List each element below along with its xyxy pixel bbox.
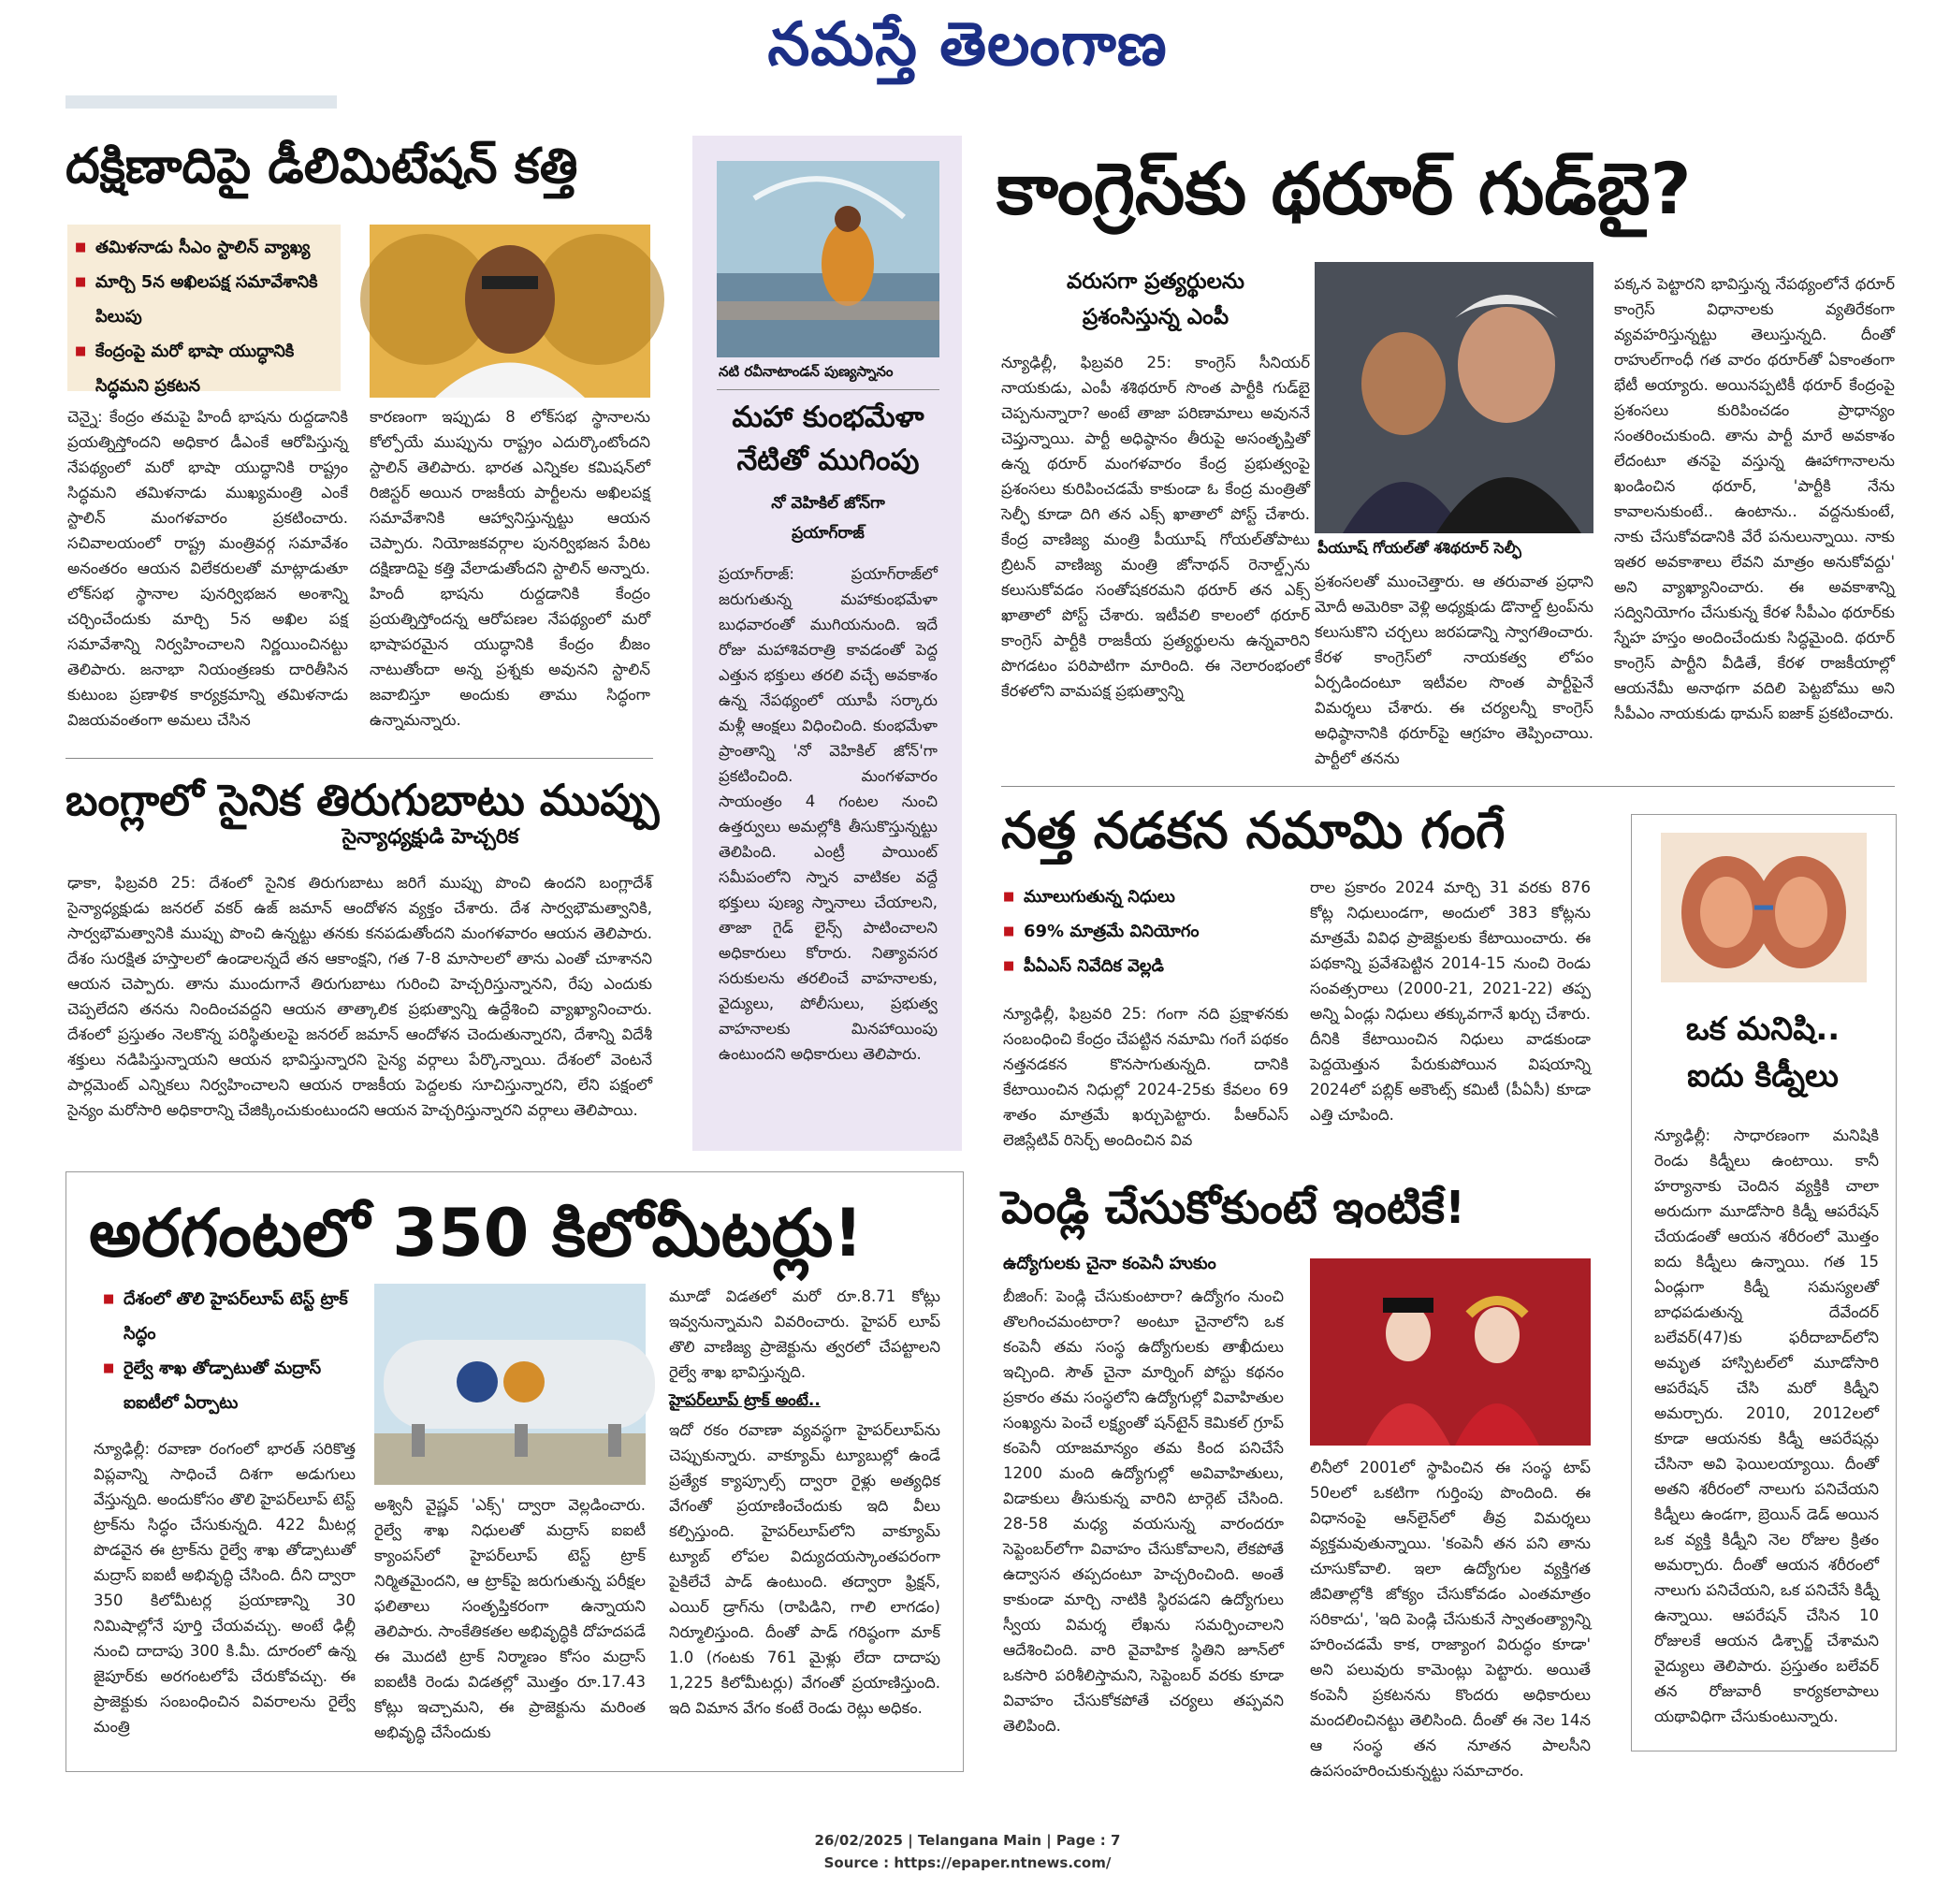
article1-bullet-2: ■ మార్చి 5న అఖిలపక్ష సమావేశానికి పిలుపు [75,265,333,334]
article8-subhead: ఉద్యోగులకు చైనా కంపెనీ హుకుం [1003,1254,1216,1273]
article6-headline-line1: ఒక మనిషి.. [1685,1010,1840,1048]
tharoor-selfie-photo [1315,262,1593,533]
footer-date-line: 26/02/2025 | Telangana Main | Page : 7 [814,1832,1121,1849]
article1-col2: కారణంగా ఇప్పుడు 8 లోక్‌సభ స్థానాలను కోల్పోయే ముప్పును రాష్ట్రం ఎదుర్కొంటోందని స్టాలిన్ తెలిపారు. భారత ఎన్నికల కమిషన్‌లో రిజిస్టర్ అయిన రాజకీయ పార్టీలను అఖిలపక్ష సమావేశానికి ఆహ్వానిస్తున్నట్టు ఆయన చెప్పారు. నియోజకవర్గాల పునర్విభజన పేరిట దక్షిణాదిపై కత్తి వేలాడుతోందని స్టాలిన్ అన్నారు. హిందీ భాషను రుద్దడానికి కేంద్రం ప్రయత్నిస్తోందన్న ఆరోపణల నేపథ్యంలో మరో భాషాపరమైన యుద్ధానికి కేంద్రం బీజం నాటుతోందా అన్న ప్రశ్నకు అవునని స్టాలిన్ జవాబిస్తూ అందుకు తాము సిద్ధంగా ఉన్నామన్నారు. [370,408,650,729]
divider [65,758,653,759]
article3-subhead-line2: ప్రయాగ్‌రాజ్ [792,524,865,543]
article2-subhead: సైన్యాధ్యక్షుడి హెచ్చరిక [342,825,519,849]
kidney-photo [1661,833,1867,982]
article2-headline: బంగ్లాలో సైనిక తిరుగుబాటు ముప్పు [65,775,660,825]
article1-bullet-3: ■ కేంద్రంపై మరో భాషా యుద్ధానికి సిద్ధమని ప్రకటన [75,334,333,403]
stalin-photo [370,225,650,398]
article5-bullet-2: ■ 69% మాత్రమే వినియోగం [1003,914,1312,949]
article4-subhead-line1: వరుసగా ప్రత్యర్థులను [1067,269,1244,294]
article6-body: న్యూఢిల్లీ: సాధారణంగా మనిషికి రెండు కిడ్నీలు ఉంటాయి. కానీ హర్యానాకు చెందిన వ్యక్తికి చాలా అరుదుగా మూడోసారి కిడ్నీ ఆపరేషన్ చేయడంతో ఆయన శరీరంలో మొత్తం ఐదు కిడ్నీలు ఉన్నాయి. గత 15 ఏండ్లుగా కిడ్నీ సమస్యలతో బాధపడుతున్న దేవేందర్ బలేవర్(47)కు ఫరీదాబాద్‌లోని అమృత హాస్పిటల్‌లో మూడోసారి ఆపరేషన్ చేసి మరో కిడ్నీని అమర్చారు. 2010, 2012లలో కూడా ఆయనకు కిడ్నీ ఆపరేషన్లు చేసినా అవి ఫెయిలయ్యాయి. దీంతో అతని శరీరంలో నాలుగు పనిచేయని కిడ్నీలు ఉండగా, బ్రెయిన్ డెడ్ అయిన ఒక వ్యక్తి కిడ్నీని నెల రోజుల క్రితం అమర్చారు. దీంతో ఆయన శరీరంలో నాలుగు పనిచేయని, ఒక పనిచేసే కిడ్నీ ఉన్నాయి. ఆపరేషన్ చేసిన 10 రోజులకే ఆయన డిశ్చార్జ్ చేశామని వైద్యులు తెలిపారు. ప్రస్తుతం బలేవర్ తన రోజువారీ కార్యకలాపాలు యథావిధిగా చేసుకుంటున్నారు. [1654,1126,1879,1725]
divider [1001,786,1895,787]
article7-bullet-1: ■ దేశంలో తొలి హైపర్‌లూప్ టెస్ట్ ట్రాక్ సిద్ధం [103,1282,365,1351]
article5-col2: రాల ప్రకారం 2024 మార్చి 31 వరకు 876 కోట్ల నిధులుండగా, అందులో 383 కోట్లను మాత్రమే వివిధ ప్రాజెక్టులకు కేటాయించారు. ఈ పథకాన్ని ప్రవేశపెట్టిన 2014-15 నుంచి రెండు సంవత్సరాలు (2000-21, 2021-22) తప్ప అన్ని ఏండ్లు నిధులు తక్కువగానే ఖర్చు చేశారు. దీనికి కేటాయించిన నిధులు వాడకుండా పెద్దయెత్తున పేరుకుపోయిన విషయాన్ని 2024లో పబ్లిక్ అకౌంట్స్ కమిటీ (పీఏసీ) కూడా ఎత్తి చూపింది. [1310,879,1591,1124]
article1-bullet-1: ■ తమిళనాడు సీఎం స్టాలిన్ వ్యాఖ్య [75,230,333,265]
article8-col2: లినీలో 2001లో స్థాపించిన ఈ సంస్థ టాప్ 50లలో ఒకటిగా గుర్తింపు పొందింది. ఈ విధానంపై ఆన్‌లైన్‌లో తీవ్ర విమర్శలు వ్యక్తమవుతున్నాయి. 'కంపెనీ తన పని తాను చూసుకోవాలి. ఇలా ఉద్యోగుల వ్యక్తిగత జీవితాల్లోకి జోక్యం చేసుకోవడం ఎంతమాత్రం సరికాదు', 'ఇది పెండ్లి చేసుకునే స్వాతంత్య్రాన్ని హరించడమే కాక, రాజ్యాంగ విరుద్ధం కూడా' అని పలువురు కామెంట్లు పెట్టారు. అయితే కంపెనీ ప్రకటనను కొందరు అధికారులు మందలించినట్టు తెలిసింది. దీంతో ఈ నెల 14న ఆ సంస్థ తన నూతన పాలసీని ఉపసంహరించుకున్నట్టు సమాచారం. [1310,1459,1591,1780]
article4-col1: న్యూఢిల్లీ, ఫిబ్రవరి 25: కాంగ్రెస్ సీనియర్ నాయకుడు, ఎంపీ శశిథరూర్ సొంత పార్టీకి గుడ్‌బై చెప్పనున్నారా? అంటే తాజా పరిణామాలు అవుననే చెప్తున్నాయి. పార్టీ అధిష్ఠానం తీరుపై అసంతృప్తితో ఉన్న థరూర్ మంగళవారం కేంద్ర ప్రభుత్వంపై ప్రశంసలు కురిపించడమే కాకుండా ఓ కేంద్ర మంత్రితో సెల్ఫీ కూడా దిగి తన ఎక్స్ ఖాతాలో పోస్ట్ చేశారు. కేంద్ర వాణిజ్య మంత్రి పీయూష్ గోయల్‌తోపాటు బ్రిటన్ వాణిజ్య మంత్రి జోనాథన్ రెనాల్డ్స్‌ను కలుసుకోవడం సంతోషకరమని థరూర్ తన ఎక్స్ ఖాతాలో పోస్ట్ చేశారు. ఇటీవలి కాలంలో థరూర్ కాంగ్రెస్ పార్టీకి రాజకీయ ప్రత్యర్థులను ఉన్నవారిని పొగడటం పరిపాటిగా మారింది. ఈ నెలారంభంలో కేరళలోని వామపక్ష ప్రభుత్వాన్ని [1001,354,1310,700]
article7-col1: న్యూఢిల్లీ: రవాణా రంగంలో భారత్ సరికొత్త విప్లవాన్ని సాధించే దిశగా అడుగులు వేస్తున్నది. అందుకోసం తొలి హైపర్‌లూప్ టెస్ట్ ట్రాక్‌ను సిద్ధం చేసుకున్నది. 422 మీటర్ల పొడవైన ఈ ట్రాక్‌ను రైల్వే శాఖ తోడ్పాటుతో మద్రాస్ ఐఐటీ అభివృద్ధి చేసింది. దీని ద్వారా 350 కిలోమీటర్ల ప్రయాణాన్ని 30 నిమిషాల్లోనే పూర్తి చేయవచ్చు. అంటే ఢిల్లీ నుంచి దాదాపు 300 కి.మీ. దూరంలో ఉన్న జైపూర్‌కు అరగంటలోపే చేరుకోవచ్చు. ఈ ప్రాజెక్టుకు సంబంధించిన వివరాలను రైల్వే మంత్రి [94,1440,356,1736]
article7-bullets [103,1282,365,1420]
hyperloop-photo [374,1284,646,1485]
article4-subhead-line2: ప్రశంసిస్తున్న ఎంపీ [1082,305,1229,329]
article8-col1: బీజింగ్: పెండ్లి చేసుకుంటారా? ఉద్యోగం నుంచి తొలగించమంటారా? అంటూ చైనాలోని ఒక కంపెనీ తమ సంస్థ ఉద్యోగులకు తాఖీదులు ఇచ్చింది. సౌత్ చైనా మార్నింగ్ పోస్టు కథనం ప్రకారం తమ సంస్థలోని ఉద్యోగుల్లో వివాహితుల సంఖ్యను పెంచే లక్ష్యంతో షన్‌టైన్ కెమికల్ గ్రూప్ కంపెనీ యాజమాన్యం తమ కింద పనిచేసే 1200 మంది ఉద్యోగుల్లో అవివాహితులు, విడాకులు తీసుకున్న వారిని టార్గెట్ చేసింది. 28-58 మధ్య వయసున్న వారందరూ సెప్టెంబర్‌లోగా వివాహం చేసుకోవాలని, లేకపోతే ఉద్వాసన తప్పదంటూ హెచ్చరించింది. అంతే కాకుండా మార్చి నాటికి స్థిరపడని ఉద్యోగులు స్వీయ విమర్శ లేఖను సమర్పించాలని ఆదేశించింది. వారి వైవాహిక స్థితిని జూన్‌లో ఒకసారి పరిశీలిస్తామని, సెప్టెంబర్ వరకు కూడా వివాహం చేసుకోకపోతే చర్యలు తప్పవని తెలిపింది. [1003,1287,1284,1735]
masthead-logo: నమస్తే తెలంగాణ [767,9,1168,80]
kumbh-caption: నటి రవీనాటాండన్ పుణ్యస్నానం [719,363,894,380]
article7-col3-body: ఇదో రకం రవాణా వ్యవస్థగా హైపర్‌లూప్‌ను చెప్పుకున్నారు. వాక్యూమ్ ట్యూబుల్లో ఉండే ప్రత్యేక క్యాప్సూల్స్ ద్వారా రైళ్లు అత్యధిక వేగంతో ప్రయాణించేందుకు ఇది వీలు కల్పిస్తుంది. హైపర్‌లూప్‌లోని వాక్యూమ్ ట్యూబ్ లోపల విద్యుదయస్కాంతపరంగా పైకిలేచే పాడ్ ఉంటుంది. తద్వారా ఫ్రిక్షన్, ఎయిర్ డ్రాగ్‌ను (రాపిడిని, గాలి లాగడం) నిర్మూలిస్తుంది. దీంతో పాడ్ గరిష్ఠంగా మాక్ 1.0 (గంటకు 761 మైళ్లు లేదా దాదాపు 1,225 కిలోమీటర్లు) వేగంతో ప్రయాణిస్తుంది. ఇది విమాన వేగం కంటే రెండు రెట్లు అధికం. [669,1421,940,1717]
article8-headline: పెండ్లి చేసుకోకుంటే ఇంటికే! [1001,1182,1465,1234]
article7-headline: అరగంటలో 350 కిలోమీటర్లు! [89,1195,864,1272]
article7-col2: అశ్వినీ వైష్ణవ్ 'ఎక్స్' ద్వారా వెల్లడించారు. రైల్వే శాఖ నిధులతో మద్రాస్ ఐఐటీ క్యాంపస్‌లో హైపర్‌లూప్ టెస్ట్ ట్రాక్ నిర్మితమైందని, ఆ ట్రాక్‌పై జరుగుతున్న పరీక్షల ఫలితాలు సంతృప్తికరంగా ఉన్నాయని తెలిపారు. సాంకేతికతల అభివృద్ధికి దోహదపడే ఈ మొదటి ట్రాక్ నిర్మాణం కోసం మద్రాస్ ఐఐటీకి రెండు విడతల్లో మొత్తం రూ.17.43 కోట్లు ఇచ్చామని, ఈ ప్రాజెక్టును మరింత అభివృద్ధి చేసేందుకు [374,1496,646,1741]
article5-headline: నత్త నడకన నమామి గంగే [1001,801,1506,860]
article6-headline-line2: ఐదు కిడ్నీలు [1687,1057,1839,1095]
kumbh-photo [717,161,939,357]
article5-col1: న్యూఢిల్లీ, ఫిబ్రవరి 25: గంగా నది ప్రక్షాళనకు సంబంధించి కేంద్రం చేపట్టిన నమామి గంగే పథకం నత్తనడకన కొనసాగుతున్నది. దానికి కేటాయించిన నిధుల్లో 2024-25కు కేవలం 69 శాతం మాత్రమే ఖర్చుపెట్టారు. పీఆర్ఎస్ లెజిస్లేటివ్ రిసెర్చ్ అందించిన వివ [1003,1005,1288,1149]
article3-subhead-line1: నో వెహికిల్ జోన్‌గా [771,494,885,513]
article4-headline: కాంగ్రెస్‌కు థరూర్ గుడ్‌బై? [997,147,1692,230]
article4-col3: పక్కన పెట్టారని భావిస్తున్న నేపథ్యంలోనే థరూర్ కాంగ్రెస్ విధానాలకు వ్యతిరేకంగా వ్యవహరిస్తున్నట్టు తెలుస్తున్నది. దీంతో రాహుల్‌గాంధీ గత వారం థరూర్‌తో ఏకాంతంగా భేటీ అయ్యారు. అయినప్పటికీ థరూర్ కేంద్రంపై ప్రశంసలు కురిపించడం ప్రాధాన్యం సంతరించుకుంది. తాను పార్టీ మారే అవకాశం లేదంటూ తనపై వస్తున్న ఊహాగానాలను ఖండించిన థరూర్, 'పార్టీకి నేను కావాలనుకుంటే.. ఉంటాను.. వద్దనుకుంటే, నాకు చేసుకోవడానికి వేరే పనులున్నాయి. నాకు ఇతర అవకాశాలు లేవని మాత్రం అనుకోవద్దు' అని వ్యాఖ్యానించారు. ఈ అవకాశాన్ని సద్వినియోగం చేసుకున్న కేరళ సీపీఎం థరూర్‌కు స్నేహ హస్తం అందించేందుకు సిద్ధమైంది. థరూర్ కాంగ్రెస్ పార్టీని వీడితే, కేరళ రాజకీయాల్లో ఆయనేమీ అనాథగా వదిలి పెట్టబోము అని సీపీఎం నాయకుడు థామస్ ఐజాక్ ప్రకటించారు. [1614,275,1895,722]
article4-col2: ప్రశంసలతో ముంచెత్తారు. ఆ తరువాత ప్రధాని మోదీ అమెరికా వెళ్లి అధ్యక్షుడు డొనాల్డ్ ట్రంప్‌ను కలుసుకొని చర్చలు జరపడాన్ని స్వాగతించారు. కేరళ కాంగ్రెస్‌లో నాయకత్వ లోపం ఏర్పడిందంటూ ఇటీవల సొంత పార్టీపైనే విమర్శలు చేశారు. ఈ చర్యలన్నీ కాంగ్రెస్ అధిష్ఠానానికి థరూర్‌పై ఆగ్రహం తెప్పించాయి. పార్టీలో తనను [1315,573,1593,767]
article5-bullets [1003,879,1312,983]
footer-source-link[interactable]: Source : https://epaper.ntnews.com/ [823,1854,1112,1871]
article2-body: ఢాకా, ఫిబ్రవరి 25: దేశంలో సైనిక తిరుగుబాటు జరిగే ముప్పు పొంచి ఉందని బంగ్లాదేశ్ సైన్యాధ్యక్షుడు జనరల్ వకర్ ఉజ్ జమాన్ ఆందోళన వ్యక్తం చేశారు. దేశ సార్వభౌమత్వానికి, సార్వభౌమత్వానికి ముప్పు పొంచి ఉన్నట్టు తనకు కనపడుతోందని మంగళవారం ఆయన తెలిపారు. దేశం సురక్షిత హస్తాలలో ఉండాలన్నదే తన ఆకాంక్షని, గత 7-8 మాసాలలో తాను ఎంతో చూశానని ఆయన చెప్పారు. తాను ముందుగానే తిరుగుబాటు గురించి హెచ్చరిస్తున్నానని, రేపు ఎందుకు చెప్పలేదని తనను నిందించవద్దని ఆయన తాత్కాలిక ప్రభుత్వాన్ని ఉద్దేశించి వ్యాఖ్యానించారు. దేశంలో ప్రస్తుతం నెలకొన్న పరిస్థితులపై జనరల్ జమాన్ ఆందోళన చెందుతున్నారని, దేశాన్ని విదేశీ శక్తులు నడిపిస్తున్నాయని ఆయన భావిస్తున్నారని సైన్య వర్గాలు పేర్కొన్నాయి. దేశంలో వెంటనే పార్లమెంట్ ఎన్నికలు నిర్వహించాలని ఆయన రాజకీయ పెద్దలకు సూచిస్తున్నారని, లేని పక్షంలో సైన్యం మరోసారి అధికారాన్ని చేజిక్కించుకుంటుందని ఆయన హెచ్చరిస్తున్నారని వర్గాలు తెలిపాయి. [67,874,652,1119]
article5-bullet-1: ■ మూలుగుతున్న నిధులు [1003,879,1312,914]
article1-col1: చెన్నై: కేంద్రం తమపై హిందీ భాషను రుద్దడానికి ప్రయత్నిస్తోందని అధికార డీఎంకే ఆరోపిస్తున్న నేపథ్యంలో మరో భాషా యుద్ధానికి రాష్ట్రం సిద్ధమని తమిళనాడు ముఖ్యమంత్రి ఎంకే స్టాలిన్ మంగళవారం ప్రకటించారు. సచివాలయంలో రాష్ట్ర మంత్రివర్గ సమావేశం అనంతరం ఆయన విలేకరులతో మాట్లాడుతూ లోక్‌సభ స్థానాల పునర్విభజన అంశాన్ని చర్చించేందుకు మార్చి 5న అఖిల పక్ష సమావేశాన్ని నిర్వహించాలని నిర్ణయించినట్టు తెలిపారు. జనాభా నియంత్రణకు దారితీసిన కుటుంబ ప్రణాళిక కార్యక్రమాన్ని తమిళనాడు విజయవంతంగా అమలు చేసిన [67,408,348,729]
article7-col3: మూడో విడతలో మరో రూ.8.71 కోట్లు ఇవ్వనున్నామని వివరించారు. హైపర్ లూప్ తొలి వాణిజ్య ప్రాజెక్టును త్వరలో చేపట్టాలని రైల్వే శాఖ భావిస్తున్నది. [669,1287,940,1381]
article7-bullet-2: ■ రైల్వే శాఖ తోడ్పాటుతో మద్రాస్ ఐఐటీలో ఏర్పాటు [103,1351,365,1420]
top-bar [65,95,337,109]
tharoor-photo-caption: పీయూష్ గోయల్‌తో శశిథరూర్ సెల్ఫీ [1317,539,1521,557]
article1-headline: దక్షిణాదిపై డీలిమిటేషన్ కత్తి [65,138,578,195]
article3-headline-line1: మహా కుంభమేళా [732,400,924,434]
article3-body: ప్రయాగ్‌రాజ్: ప్రయాగ్‌రాజ్‌లో జరుగుతున్న మహాకుంభమేళా బుధవారంతో ముగియనుంది. ఇదే రోజు మహాశివరాత్రి కావడంతో పెద్ద ఎత్తున భక్తులు తరలి వచ్చే అవకాశం ఉన్న నేపథ్యంలో యూపీ సర్కారు మళ్లీ ఆంక్షలు విధించింది. కుంభమేళా ప్రాంతాన్ని 'నో వెహికిల్ జోన్'గా ప్రకటించింది. మంగళవారం సాయంత్రం 4 గంటల నుంచి ఉత్తర్వులు అమల్లోకి తీసుకొస్తున్నట్టు తెలిపింది. ఎంట్రీ పాయింట్ సమీపంలోని స్నాన వాటికల వద్దే భక్తులు పుణ్య స్నానాలు చేయాలని, తాజా గైడ్ లైన్స్ పాటించాలని అధికారులు కోరారు. నిత్యావసర సరుకులను తరలించే వాహనాలకు, వైద్యులు, పోలీసులు, ప్రభుత్వ వాహనాలకు మినహాయింపు ఉంటుందని అధికారులు తెలిపారు. [719,565,938,1063]
wedding-couple-photo [1310,1258,1591,1446]
article3-headline-line2: నేటితో ముగింపు [736,443,920,477]
article7-col3-subhead: హైపర్‌లూప్ ట్రాక్ అంటే.. [669,1391,821,1410]
article5-bullet-3: ■ పీఏఎస్ నివేదిక వెల్లడి [1003,949,1312,983]
article1-bullet-panel [67,225,341,396]
divider [717,389,939,390]
